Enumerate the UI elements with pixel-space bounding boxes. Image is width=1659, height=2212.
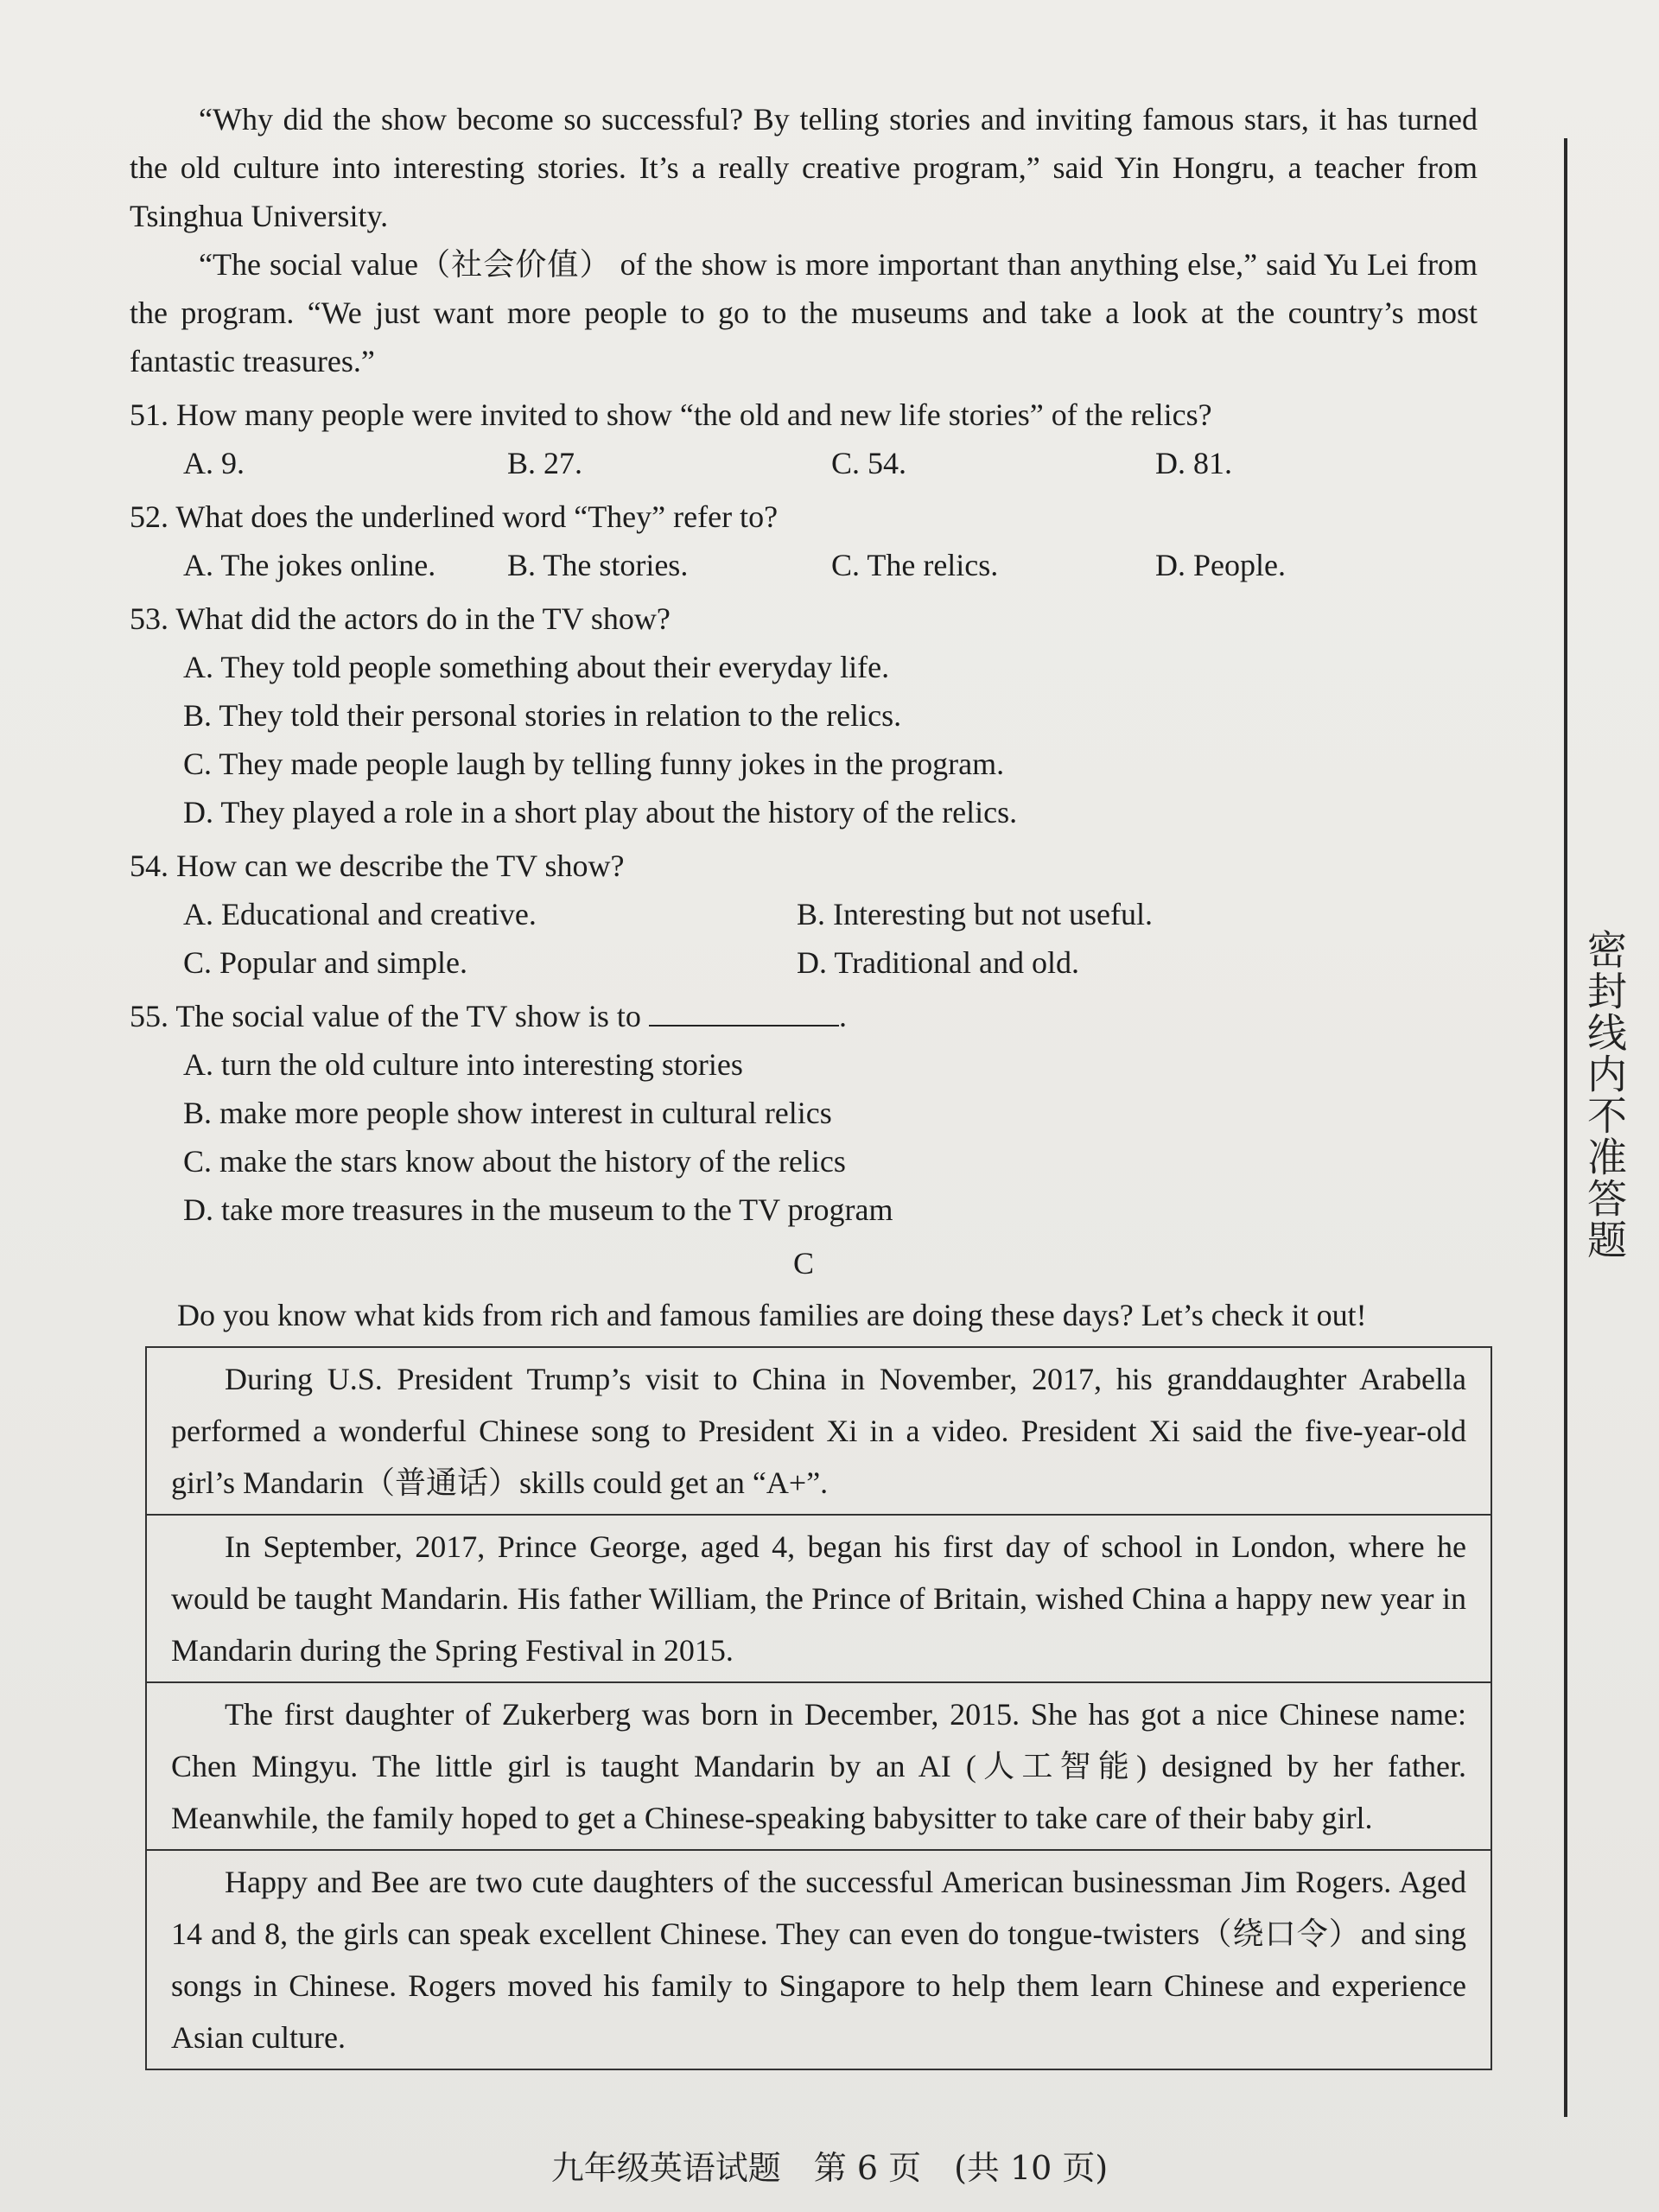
story-box (147, 1683, 1491, 1851)
option-a: A. 9. (183, 446, 245, 480)
story-box (147, 1851, 1491, 2069)
question-stem: 52. What does the underlined word “They” refer to? (130, 499, 779, 534)
option-b: B. The stories. (507, 548, 689, 582)
option-d: D. take more treasures in the museum to the TV program (183, 1192, 893, 1227)
question-54 (130, 842, 1478, 987)
story-text: During U.S. President Trump’s visit to China in November, 2017, his granddaughter Arabella performed a wonderful Chinese song to President Xi in a video. President Xi said the five-year-old girl’s Mandarin（普通话）skills could get an “A+”. (171, 1362, 1466, 1500)
option-c: C. The relics. (831, 548, 999, 582)
option-a: A. turn the old culture into interesting stories (183, 1047, 743, 1082)
story-text: In September, 2017, Prince George, aged 4, began his first day of school in London, where he would be taught Mandarin. His father William, the Prince of Britain, wished China a happy new year in Mandarin during the Spring Festival in 2015. (171, 1529, 1466, 1668)
question-stem-end: . (838, 999, 847, 1033)
question-51 (130, 391, 1478, 487)
question-stem (130, 992, 1478, 1040)
section-heading: C (792, 1246, 814, 1281)
page-content (130, 95, 1478, 2070)
seal-line-note: 密封线内不准答题 (1581, 929, 1628, 1261)
option-a: A. The jokes online. (183, 548, 436, 582)
option-b: B. They told their personal stories in relation to the relics. (183, 698, 902, 733)
question-stem-text: 55. The social value of the TV show is to (130, 999, 641, 1033)
passage-paragraph: “The social value（社会价值） of the show is more important than anything else,” said Yu Lei from the program. “We just want more people to go to the museums and take a look at the country’s most fantastic treasures.” (130, 247, 1478, 378)
story-box (147, 1348, 1491, 1516)
option-d: D. 81. (1155, 446, 1232, 480)
question-55 (130, 992, 1478, 1234)
story-text: Happy and Bee are two cute daughters of the successful American businessman Jim Rogers. Aged 14 and 8, the girls can speak excellent Chinese. They can even do tongue-twisters（绕口令）and sing songs in Chinese. Rogers moved his family to Singapore to help them learn Chinese and experience Asian culture. (171, 1865, 1466, 2055)
section-intro: Do you know what kids from rich and famous families are doing these days? Let’s check it out! (177, 1298, 1367, 1332)
options-row (183, 541, 1478, 589)
option-b: B. 27. (507, 446, 583, 480)
question-stem: 53. What did the actors do in the TV show? (130, 601, 671, 636)
story-text: The first daughter of Zukerberg was born in December, 2015. She has got a nice Chinese name: Chen Mingyu. The little girl is taught Mandarin by an AI (人工智能) designed by her father. Meanwhile, the family hoped to get a Chinese-speaking babysitter to take care of their baby girl. (171, 1697, 1466, 1835)
option-d: D. They played a role in a short play about the history of the relics. (183, 795, 1018, 830)
answer-blank (649, 999, 839, 1027)
option-c: C. make the stars know about the history of the relics (183, 1144, 846, 1179)
option-a: A. Educational and creative. (183, 897, 537, 931)
option-a: A. They told people something about their everyday life. (183, 650, 890, 684)
question-53 (130, 594, 1478, 836)
question-stem: 51. How many people were invited to show “the old and new life stories” of the relics? (130, 397, 1212, 432)
page-footer: 九年级英语试题 第 6 页 (共 10 页) (550, 2149, 1109, 2187)
story-box (147, 1516, 1491, 1683)
options-row (183, 938, 1478, 987)
passage-paragraph: “Why did the show become so successful? By telling stories and inviting famous stars, it has turned the old culture into interesting stories. It’s a really creative program,” said Yin Hongru, a teacher from Tsinghua University. (130, 102, 1478, 233)
seal-line (1564, 138, 1567, 2117)
option-c: C. They made people laugh by telling funny jokes in the program. (183, 747, 1005, 781)
question-stem: 54. How can we describe the TV show? (130, 849, 625, 883)
options-row (183, 890, 1478, 938)
option-d: D. Traditional and old. (797, 945, 1080, 980)
story-table (145, 1346, 1492, 2070)
option-d: D. People. (1155, 548, 1286, 582)
option-b: B. Interesting but not useful. (797, 897, 1153, 931)
option-c: C. Popular and simple. (183, 945, 467, 980)
options-row (183, 439, 1478, 487)
option-c: C. 54. (831, 446, 907, 480)
question-52 (130, 493, 1478, 589)
option-b: B. make more people show interest in cultural relics (183, 1096, 832, 1130)
